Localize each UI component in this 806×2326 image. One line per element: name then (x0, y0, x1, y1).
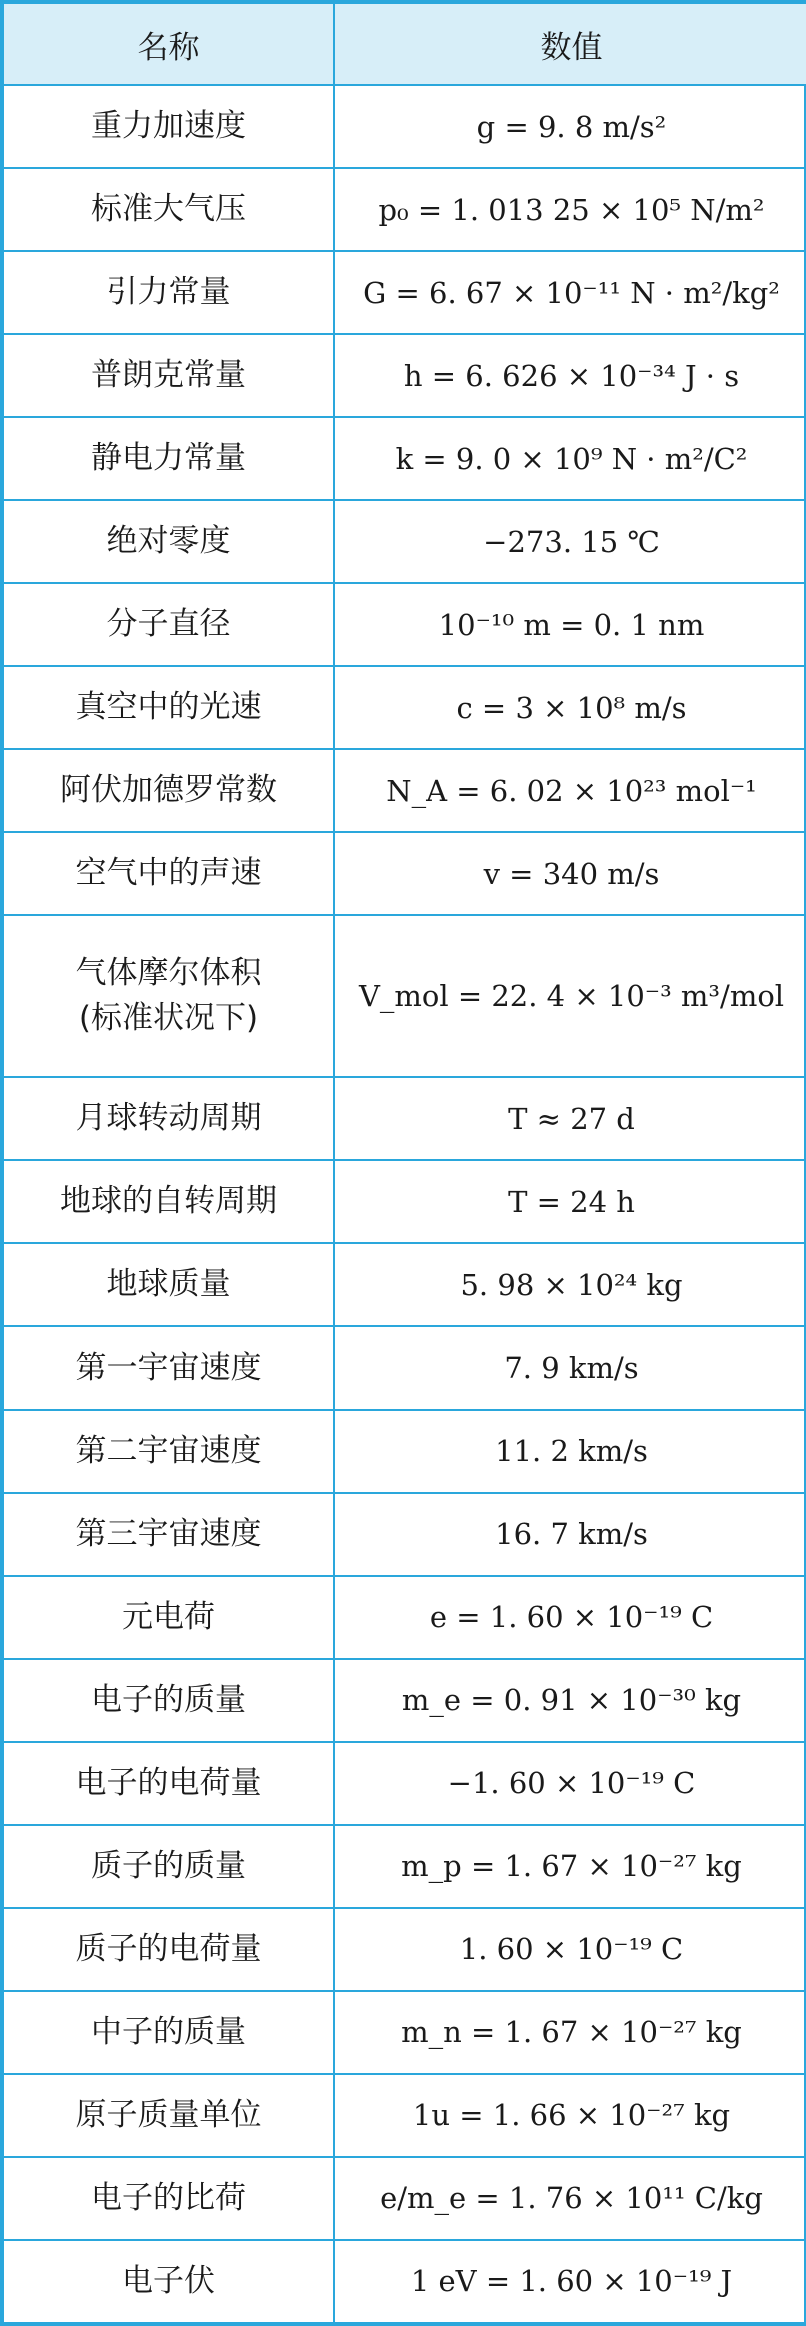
row-name: 质子的质量 (3, 1825, 334, 1908)
row-value: N_A = 6. 02 × 10²³ mol⁻¹ (334, 749, 806, 832)
table-row (3, 1659, 806, 1742)
table-row (3, 915, 806, 1077)
table-row (3, 251, 806, 334)
table-row (3, 1243, 806, 1326)
row-name: 绝对零度 (3, 500, 334, 583)
row-value: T ≈ 27 d (334, 1077, 806, 1160)
row-name: 引力常量 (3, 251, 334, 334)
row-value: v = 340 m/s (334, 832, 806, 915)
table-row (3, 1410, 806, 1493)
table-row (3, 666, 806, 749)
table-row (3, 1077, 806, 1160)
row-value: V_mol = 22. 4 × 10⁻³ m³/mol (334, 915, 806, 1077)
table-row (3, 334, 806, 417)
header-name: 名称 (3, 3, 334, 85)
table-row (3, 2157, 806, 2240)
row-name: 静电力常量 (3, 417, 334, 500)
table-row (3, 1326, 806, 1409)
row-value: 5. 98 × 10²⁴ kg (334, 1243, 806, 1326)
table-row (3, 2074, 806, 2157)
row-name: 电子伏 (3, 2240, 334, 2323)
row-value: e = 1. 60 × 10⁻¹⁹ C (334, 1576, 806, 1659)
row-name: 地球质量 (3, 1243, 334, 1326)
row-name: 电子的电荷量 (3, 1742, 334, 1825)
row-value: −1. 60 × 10⁻¹⁹ C (334, 1742, 806, 1825)
row-name: 阿伏加德罗常数 (3, 749, 334, 832)
row-name: 分子直径 (3, 583, 334, 666)
row-name: 月球转动周期 (3, 1077, 334, 1160)
table-row (3, 2240, 806, 2323)
header-value: 数值 (334, 3, 806, 85)
row-value: −273. 15 ℃ (334, 500, 806, 583)
table-row (3, 168, 806, 251)
row-name: 标准大气压 (3, 168, 334, 251)
row-name: 元电荷 (3, 1576, 334, 1659)
row-value: m_n = 1. 67 × 10⁻²⁷ kg (334, 1991, 806, 2074)
row-value: 7. 9 km/s (334, 1326, 806, 1409)
table-row (3, 1160, 806, 1243)
row-value: 1u = 1. 66 × 10⁻²⁷ kg (334, 2074, 806, 2157)
row-name: 重力加速度 (3, 85, 334, 168)
row-value: p₀ = 1. 013 25 × 10⁵ N/m² (334, 168, 806, 251)
row-value: m_p = 1. 67 × 10⁻²⁷ kg (334, 1825, 806, 1908)
row-name: 质子的电荷量 (3, 1908, 334, 1991)
row-value: 10⁻¹⁰ m = 0. 1 nm (334, 583, 806, 666)
table-row (3, 1742, 806, 1825)
row-value: c = 3 × 10⁸ m/s (334, 666, 806, 749)
row-value: e/m_e = 1. 76 × 10¹¹ C/kg (334, 2157, 806, 2240)
row-value: m_e = 0. 91 × 10⁻³⁰ kg (334, 1659, 806, 1742)
table-row (3, 1825, 806, 1908)
row-name: 原子质量单位 (3, 2074, 334, 2157)
table-row (3, 1991, 806, 2074)
row-name: 第一宇宙速度 (3, 1326, 334, 1409)
row-value: 16. 7 km/s (334, 1493, 806, 1576)
table-row (3, 583, 806, 666)
row-value: 1. 60 × 10⁻¹⁹ C (334, 1908, 806, 1991)
table-row (3, 1576, 806, 1659)
table-row (3, 500, 806, 583)
row-name: 地球的自转周期 (3, 1160, 334, 1243)
table-body (3, 85, 806, 2323)
row-name: 普朗克常量 (3, 334, 334, 417)
row-name: 空气中的声速 (3, 832, 334, 915)
row-value: T = 24 h (334, 1160, 806, 1243)
table-row (3, 417, 806, 500)
row-name: 电子的质量 (3, 1659, 334, 1742)
row-name: 第三宇宙速度 (3, 1493, 334, 1576)
table-row (3, 1908, 806, 1991)
table-row (3, 1493, 806, 1576)
table-row (3, 832, 806, 915)
row-name: 气体摩尔体积 (标准状况下) (3, 915, 334, 1077)
row-name: 中子的质量 (3, 1991, 334, 2074)
row-value: 1 eV = 1. 60 × 10⁻¹⁹ J (334, 2240, 806, 2323)
table-header-row (3, 3, 806, 85)
row-value: k = 9. 0 × 10⁹ N · m²/C² (334, 417, 806, 500)
row-name: 电子的比荷 (3, 2157, 334, 2240)
row-name: 真空中的光速 (3, 666, 334, 749)
table-row (3, 749, 806, 832)
row-value: 11. 2 km/s (334, 1410, 806, 1493)
row-name: 第二宇宙速度 (3, 1410, 334, 1493)
table-row (3, 85, 806, 168)
row-value: g = 9. 8 m/s² (334, 85, 806, 168)
row-value: G = 6. 67 × 10⁻¹¹ N · m²/kg² (334, 251, 806, 334)
row-value: h = 6. 626 × 10⁻³⁴ J · s (334, 334, 806, 417)
constants-table (2, 2, 806, 2324)
